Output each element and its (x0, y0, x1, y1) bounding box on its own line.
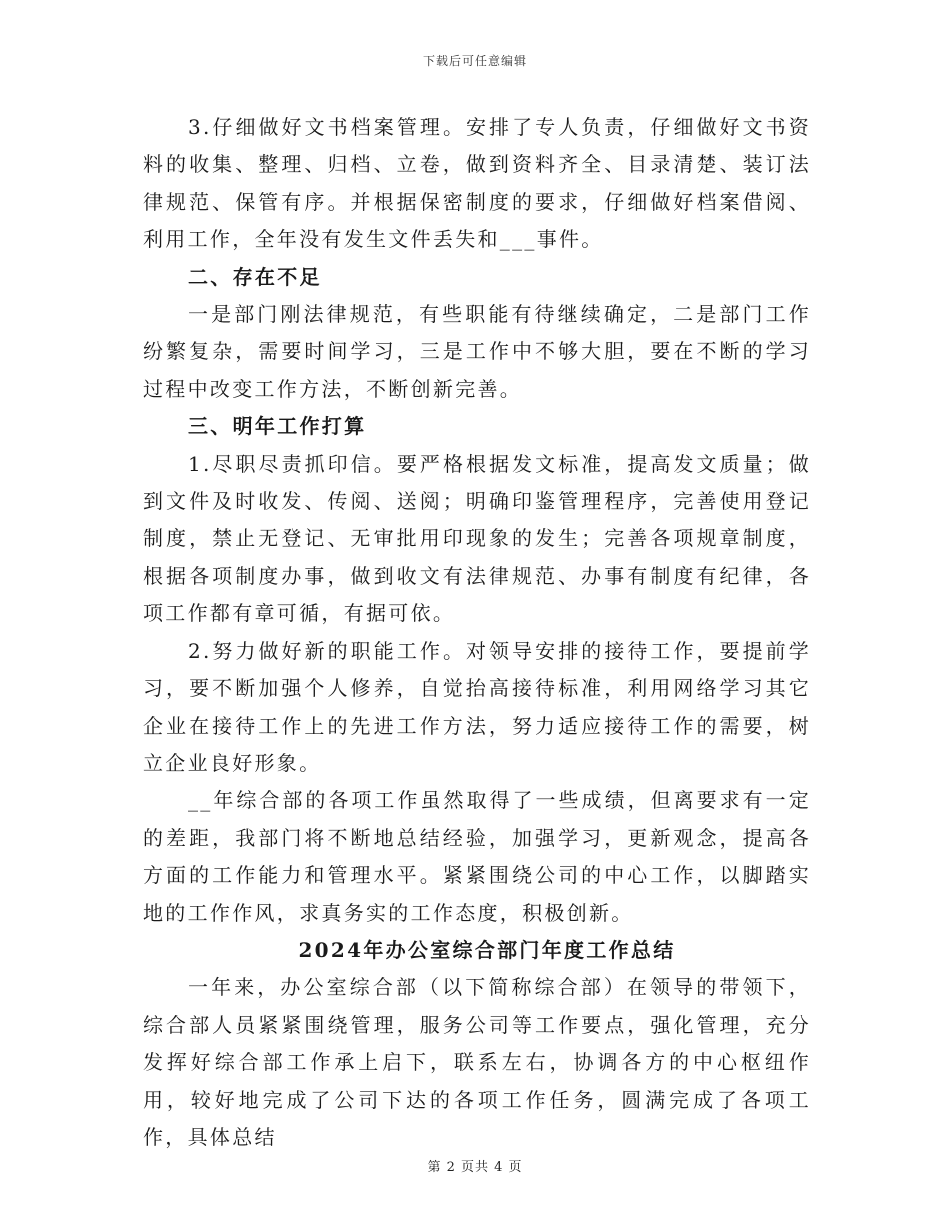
page-header: 下载后可任意编辑 (422, 54, 527, 68)
page-footer: 第 2 页共 4 页 (427, 1160, 523, 1175)
paragraph-shortcomings: 一是部门刚法律规范，有些职能有待继续确定，二是部门工作纷繁复杂，需要时间学习，三是工作中不够大胆，要在不断的学习过程中改变工作方法，不断创新完善。 (143, 302, 811, 401)
document-title: 2024年办公室综合部门年度工作总结 (298, 937, 676, 962)
paragraph-intro-2024: 一年来，办公室综合部（以下简称综合部）在领导的带领下，综合部人员紧紧围绕管理，服务公司等工作要点，强化管理，充分发挥好综合部工作承上启下，联系左右，协调各方的中心枢纽作用，较好地完成了公司下达的各项工作任务，圆满完成了各项工作，具体总结 (143, 975, 811, 1149)
paragraph-conclusion: __年综合部的各项工作虽然取得了一些成绩，但离要求有一定的差距，我部门将不断地总结经验，加强学习，更新观念，提高各方面的工作能力和管理水平。紧紧围绕公司的中心工作，以脚踏实地的工作作风，求真务实的工作态度，积极创新。 (143, 788, 811, 925)
heading-next-year-plan: 三、明年工作打算 (188, 414, 367, 439)
paragraph-new-functions: 2.努力做好新的职能工作。对领导安排的接待工作，要提前学习，要不断加强个人修养，自觉抬高接待标准，利用网络学习其它企业在接待工作上的先进工作方法，努力适应接待工作的需要，树立企业良好形象。 (143, 638, 811, 775)
paragraph-seal-management: 1.尽职尽责抓印信。要严格根据发文标准，提高发文质量；做到文件及时收发、传阅、送阅；明确印鉴管理程序，完善使用登记制度，禁止无登记、无审批用印现象的发生；完善各项规章制度，根据各项制度办事，做到收文有法律规范、办事有制度有纪律，各项工作都有章可循，有据可依。 (143, 451, 811, 626)
paragraph-archive-management: 3.仔细做好文书档案管理。安排了专人负责，仔细做好文书资料的收集、整理、归档、立卷，做到资料齐全、目录清楚、装订法律规范、保管有序。并根据保密制度的要求，仔细做好档案借阅、利用工作，全年没有发生文件丢失和___事件。 (143, 115, 811, 252)
heading-shortcomings: 二、存在不足 (188, 264, 322, 289)
document-body (143, 109, 811, 1156)
